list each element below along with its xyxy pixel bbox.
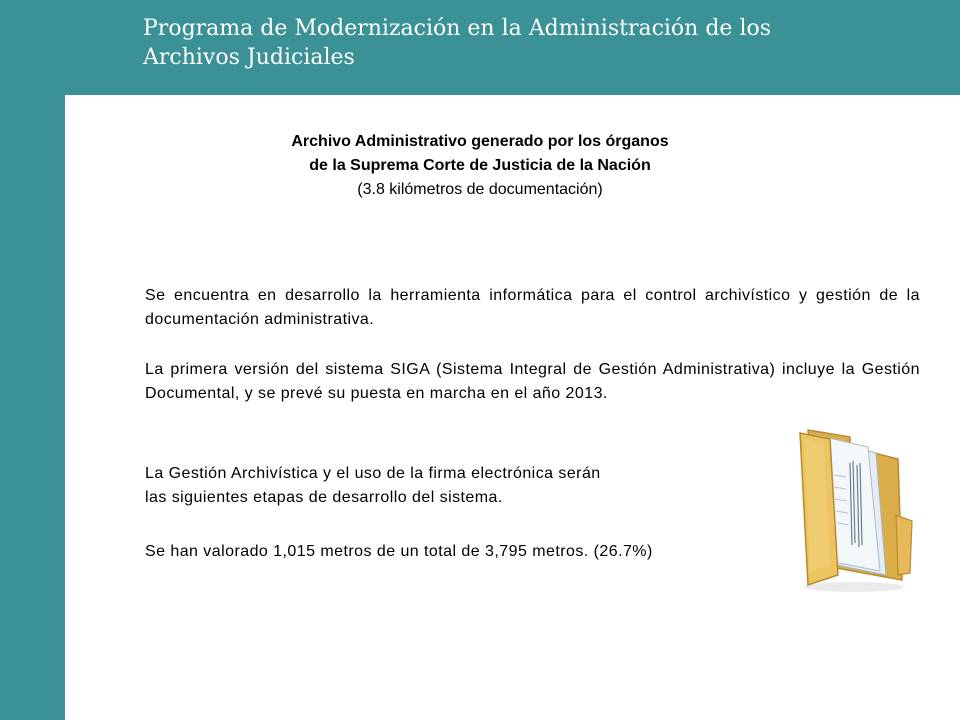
paragraph-siga: La primera versión del sistema SIGA (Sistema Integral de Gestión Administrativa) incluye la Gestión Documental, y se prevé su puesta en marcha en el año 2013. bbox=[145, 361, 920, 402]
title-line-2: Archivos Judiciales bbox=[143, 45, 355, 70]
subtitle-line-1: Archivo Administrativo generado por los órganos bbox=[291, 133, 669, 150]
slide-title bbox=[143, 14, 943, 72]
next-stages-line-2: las siguientes etapas de desarrollo del sistema. bbox=[145, 489, 503, 506]
section-subtitle bbox=[120, 130, 840, 202]
paragraph-next-stages bbox=[145, 462, 785, 510]
paragraph-valuation: Se han valorado 1,015 metros de un total de 3,795 metros. (26.7%) bbox=[145, 543, 653, 560]
paragraph-development: Se encuentra en desarrollo la herramienta informática para el control archivístico y gestión de la documentación administrativa. bbox=[145, 287, 920, 328]
subtitle-line-3: (3.8 kilómetros de documentación) bbox=[357, 181, 603, 198]
title-line-1: Programa de Modernización en la Administración de los bbox=[143, 16, 772, 41]
next-stages-line-1: La Gestión Archivística y el uso de la firma electrónica serán bbox=[145, 465, 601, 482]
subtitle-line-2: de la Suprema Corte de Justicia de la Nación bbox=[309, 157, 651, 174]
folder-icon bbox=[790, 425, 920, 595]
